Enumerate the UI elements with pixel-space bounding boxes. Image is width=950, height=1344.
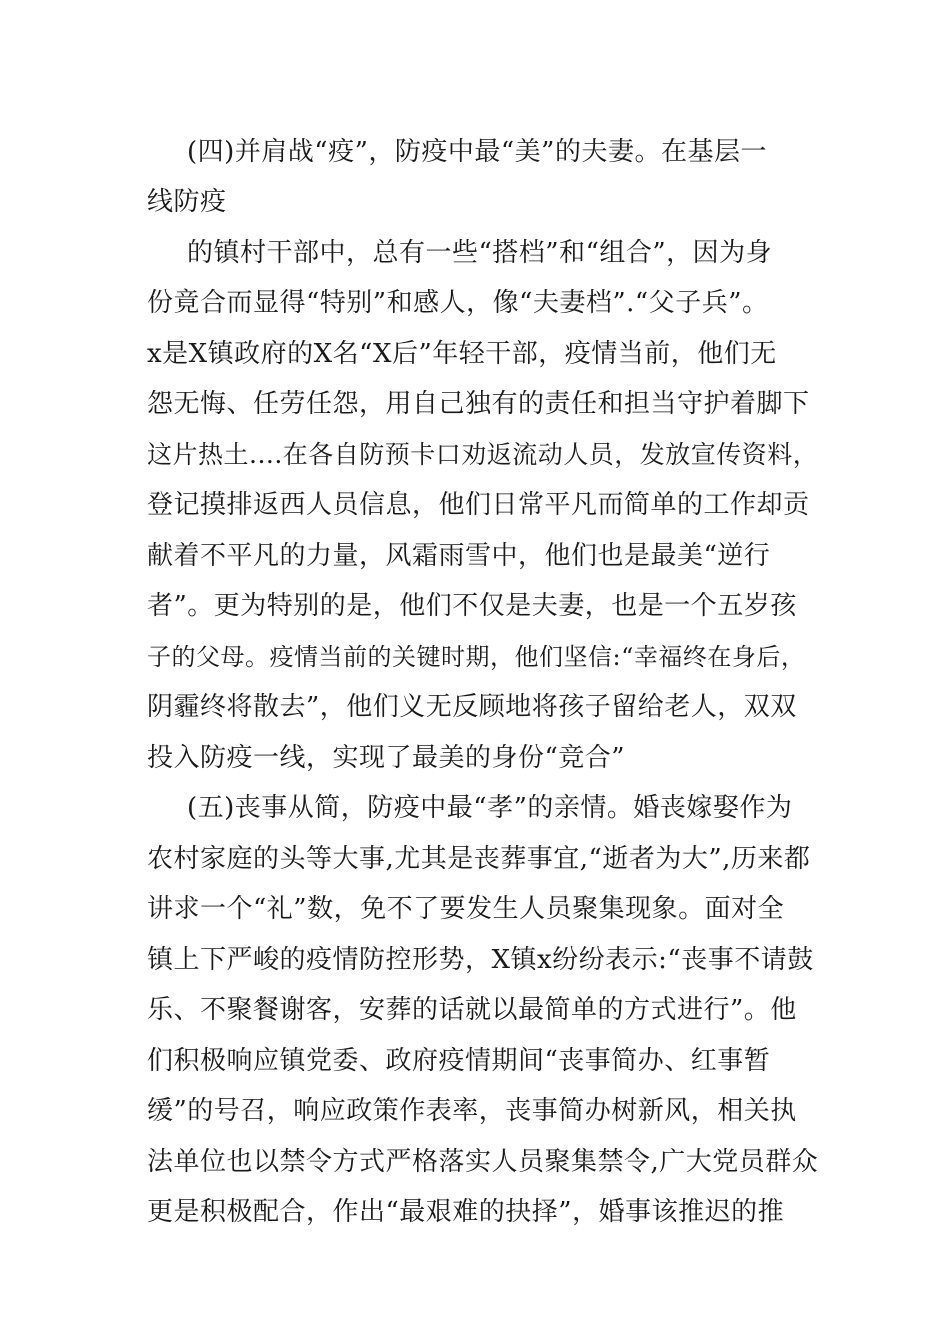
paragraph-line: 登记摸排返西人员信息，他们日常平凡而简单的工作却贡	[147, 490, 810, 520]
paragraph-line: 者”。更为特别的是，他们不仅是夫妻，也是一个五岁孩	[147, 591, 797, 621]
paragraph-line: 讲求一个“礼”数，免不了要发生人员聚集现象。面对全	[147, 894, 785, 924]
paragraph-line: 投入防疫一线，实现了最美的身份“竞合”	[147, 743, 626, 773]
paragraph-line: 法单位也以禁令方式严格落实人员聚集禁令,广大党员群众	[147, 1147, 819, 1177]
paragraph-line: 阴霾终将散去”，他们义无反顾地将孩子留给老人，双双	[147, 692, 797, 722]
paragraph-line: 这片热土....在各自防预卡口劝返流动人员，发放宣传资料，	[147, 440, 819, 469]
paragraph-line: x是X镇政府的X名“X后”年轻干部，疫情当前，他们无	[147, 339, 777, 369]
paragraph-4-line-1: (四)并肩战“疫”，防疫中最“美”的夫妻。在基层一	[187, 137, 767, 167]
paragraph-line: 子的父母。疫情当前的关键时期，他们坚信:“幸福终在身后，	[147, 643, 806, 671]
paragraph-4-line-2: 线防疫	[147, 187, 227, 217]
paragraph-line: 献着不平凡的力量，风霜雨雪中，他们也是最美“逆行	[147, 541, 771, 571]
paragraph-line: 乐、不聚餐谢客，安葬的话就以最简单的方式进行”。他	[147, 995, 797, 1025]
paragraph-line: 们积极响应镇党委、政府疫情期间“丧事简办、红事暂	[147, 1046, 771, 1076]
paragraph-line: 农村家庭的头等大事,尤其是丧葬事宜,“逝者为大”,历来都	[147, 844, 811, 874]
paragraph-line: 怨无悔、任劳任怨，用自己独有的责任和担当守护着脚下	[147, 389, 810, 419]
paragraph-5-line-1: (五)丧事从简，防疫中最“孝”的亲情。婚丧嫁娶作为	[187, 793, 793, 823]
paragraph-line: 更是积极配合，作出“最艰难的抉择”，婚事该推迟的推	[147, 1197, 785, 1227]
paragraph-line: 镇上下严峻的疫情防控形势，X镇x纷纷表示:“丧事不请鼓	[147, 945, 814, 975]
paragraph-line: 的镇村干部中，总有一些“搭档”和“组合”，因为身	[187, 238, 773, 268]
paragraph-line: 份竟合而显得“特别”和感人，像“夫妻档”.“父子兵”。	[147, 288, 769, 318]
paragraph-line: 缓”的号召，响应政策作表率，丧事简办树新风，相关执	[147, 1096, 797, 1126]
